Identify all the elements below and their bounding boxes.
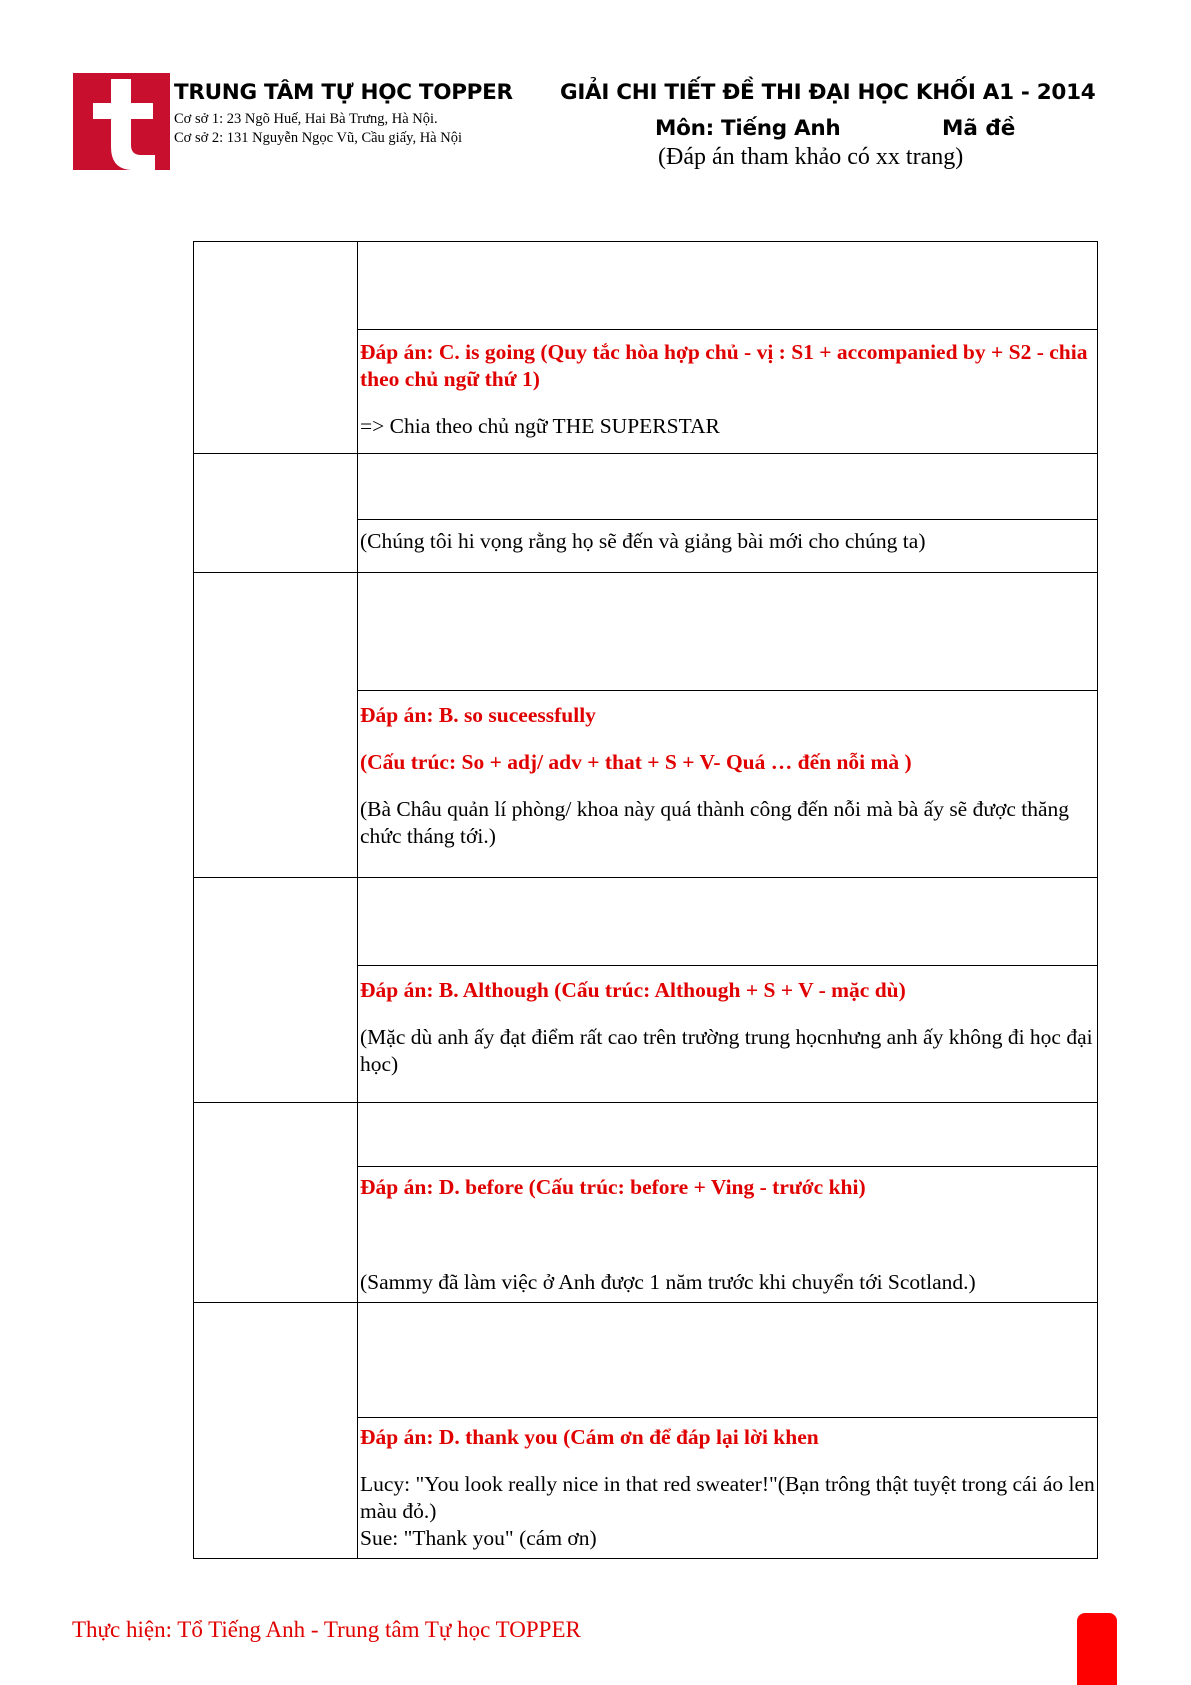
table-row [194,242,1098,330]
table-row [194,573,1098,691]
question-number-cell [194,454,358,573]
exam-code-label: Mã đề [942,116,1016,141]
answer-text: Đáp án: D. before (Cấu trúc: before + Ving - trước khi) [360,1175,866,1199]
answer-cell [358,1418,1098,1559]
table-row [194,1103,1098,1167]
table-row [194,454,1098,520]
question-number-cell [194,1103,358,1303]
question-number-cell [194,1303,358,1559]
explanation-text: (Mặc dù anh ấy đạt điểm rất cao trên trường trung họcnhưng anh ấy không đi học đại học) [360,1025,1093,1076]
question-cell [358,242,1098,330]
question-cell [358,1103,1098,1167]
topper-logo-icon [73,73,170,170]
explanation-text: Lucy: "You look really nice in that red sweater!"(Bạn trông thật tuyệt trong cái áo len màu đỏ.) [360,1472,1095,1523]
question-cell [358,454,1098,520]
structure-text: (Cấu trúc: So + adj/ adv + that + S + V- Quá … đến nỗi mà ) [360,750,912,774]
answer-cell [358,330,1098,454]
answer-text: Đáp án: D. thank you (Cám ơn để đáp lại lời khen [360,1425,819,1449]
address-line-2: Cơ sở 2: 131 Nguyễn Ngọc Vũ, Cầu giấy, Hà Nội [174,130,462,146]
answer-cell [358,691,1098,878]
answer-cell [358,1167,1098,1303]
subject-label: Môn: Tiếng Anh [655,116,841,141]
page-corner-tab [1077,1613,1117,1685]
explanation-text-2: Sue: "Thank you" (cám ơn) [360,1526,597,1550]
table-row [194,878,1098,966]
answer-text: Đáp án: B. so suceessfully [360,703,596,727]
question-number-cell [194,573,358,878]
document-title: GIẢI CHI TIẾT ĐỀ THI ĐẠI HỌC KHỐI A1 - 2014 [560,80,1096,105]
footer-credit: Thực hiện: Tổ Tiếng Anh - Trung tâm Tự học TOPPER [72,1617,581,1642]
answer-table [193,241,1098,1559]
address-line-1: Cơ sở 1: 23 Ngõ Huế, Hai Bà Trưng, Hà Nội. [174,111,438,127]
question-cell [358,878,1098,966]
answer-cell [358,520,1098,573]
question-cell [358,1303,1098,1418]
explanation-text: (Bà Châu quản lí phòng/ khoa này quá thành công đến nỗi mà bà ấy sẽ được thăng chức tháng tới.) [360,797,1070,848]
explanation-text: => Chia theo chủ ngữ THE SUPERSTAR [360,414,720,438]
topper-logo [73,73,170,170]
answer-cell [358,966,1098,1103]
question-number-cell [194,878,358,1103]
org-name: TRUNG TÂM TỰ HỌC TOPPER [174,80,513,105]
answer-text: Đáp án: C. is going (Quy tắc hòa hợp chủ - vị : S1 + accompanied by + S2 - chia theo chủ ngữ thứ 1) [360,340,1088,391]
question-cell [358,573,1098,691]
question-number-cell [194,242,358,454]
table-row [194,1303,1098,1418]
answer-text: Đáp án: B. Although (Cấu trúc: Although + S + V - mặc dù) [360,978,906,1002]
explanation-text: (Chúng tôi hi vọng rằng họ sẽ đến và giảng bài mới cho chúng ta) [360,529,926,553]
page-count-note: (Đáp án tham khảo có xx trang) [658,144,964,170]
explanation-text: (Sammy đã làm việc ở Anh được 1 năm trước khi chuyển tới Scotland.) [360,1270,976,1294]
